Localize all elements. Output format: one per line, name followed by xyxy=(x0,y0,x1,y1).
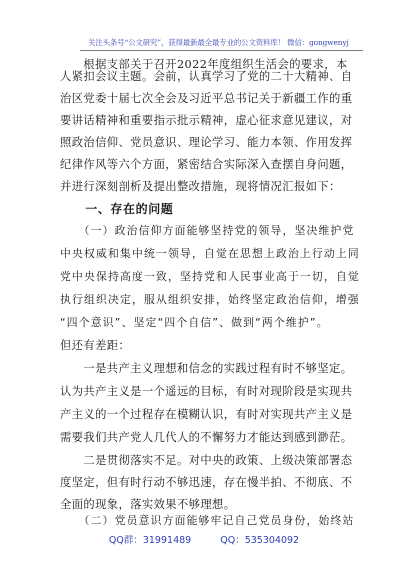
paragraph-line: 但还有差距： xyxy=(60,339,131,352)
header-divider xyxy=(80,50,363,51)
subsection-line: （二）党员意识方面能够牢记自己党员身份，始终站 xyxy=(60,514,355,527)
paragraph-line: 认为共产主义是一个遥远的目标，有时对现阶段是实现共 xyxy=(60,385,353,398)
header-banner: 关注头条号“公文研究”，获得最新最全最专业的公文资料库！ 微信：gongwenyj xyxy=(88,38,349,47)
subsection-line: “四个意识”、坚定“四个自信”、做到“两个维护”。 xyxy=(60,316,329,329)
paragraph-line: 治区党委十届七次全会及习近平总书记关于新疆工作的重 xyxy=(60,92,353,105)
subsection-line: 中央权威和集中统一领导，自觉在思想上政治上行动上同 xyxy=(60,247,360,260)
paragraph-line: 纪律作风等六个方面，紧密结合实际深入查摆自身问题， xyxy=(60,158,353,171)
footer-contact xyxy=(0,532,408,546)
subsection-line: 党中央保持高度一致，坚持党和人民事业高于一切，自觉 xyxy=(60,270,360,283)
paragraph-line: 人紧扣会议主题。会前，认真学习了党的二十大精神、自 xyxy=(60,70,353,83)
subsection-line: （一）政治信仰方面能够坚持党的领导，坚决维护党 xyxy=(60,224,355,237)
section-heading: 一、存在的问题 xyxy=(60,202,174,216)
paragraph-line: 照政治信仰、党员意识、理论学习、能力本领、作用发挥 xyxy=(60,136,353,149)
paragraph-line: 全面的现象，落实效果不够理想。 xyxy=(60,498,236,511)
paragraph-line: 一是共产主义理想和信念的实践过程有时不够坚定。 xyxy=(60,362,353,375)
footer-qq-group: QQ群：31991489 xyxy=(108,535,192,546)
paragraph-line: 需要我们共产党人几代人的不懈努力才能达到感到渺茫。 xyxy=(60,431,353,444)
paragraph-line: 要讲话精神和重要指示批示精神，虚心征求意见建议，对 xyxy=(60,114,353,127)
footer-qq: QQ：535304092 xyxy=(220,535,300,546)
paragraph-line: 度坚定，但有时行动不够迅速，存在慢半拍、不彻底、不 xyxy=(60,476,353,489)
paragraph-line: 二是贯彻落实不足。对中央的政策、上级决策部署态 xyxy=(60,454,353,467)
paragraph-line: 产主义的一个过程存在模糊认识，有时对实现共产主义是 xyxy=(60,408,353,421)
subsection-line: 执行组织决定，服从组织安排，始终坚定政治信仰，增强 xyxy=(60,293,360,306)
paragraph-line: 根据支部关于召开2022年度组织生活会的要求，本 xyxy=(60,58,348,71)
paragraph-line: 并进行深刻剖析及提出整改措施，现将情况汇报如下： xyxy=(60,180,341,193)
